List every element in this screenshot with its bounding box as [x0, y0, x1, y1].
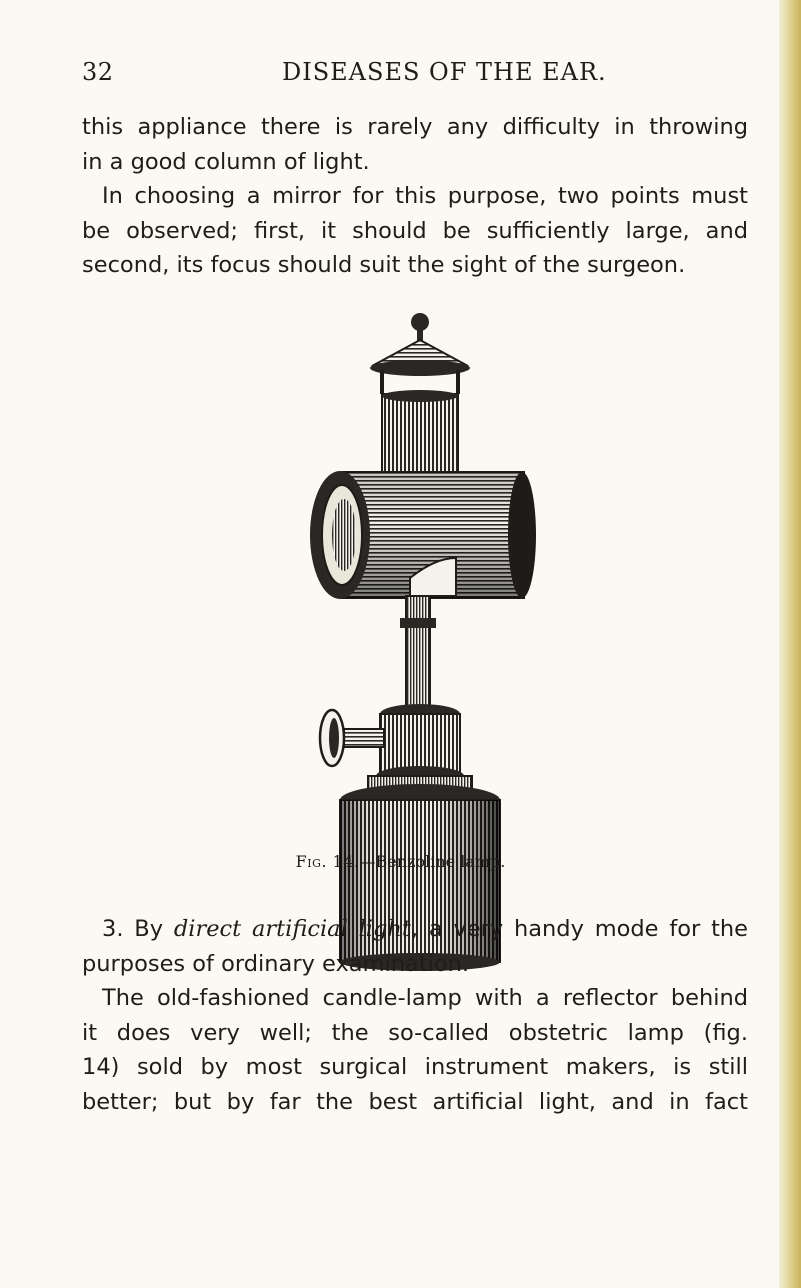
benzoline-lamp-illustration: [260, 296, 550, 982]
text-line: it does very well; the so-called obstetric lamp (fig.: [82, 1019, 748, 1046]
page-header: [82, 58, 742, 98]
paragraph-mirror-choice: [82, 179, 748, 283]
text-prefix: 3. By: [102, 916, 174, 942]
figure-benzoline-lamp: [260, 296, 550, 982]
text-line: purposes of ordinary examination.: [82, 950, 470, 977]
text-line: this appliance there is rarely any difficulty in throwing: [82, 114, 748, 140]
text-suffix: , a very handy mode for the: [410, 916, 748, 942]
paragraph-continuation: [82, 110, 748, 179]
text-line: 14) sold by most surgical instrument makers, is still: [82, 1054, 748, 1080]
text-line: better; but by far the best artificial light, and in fact: [82, 1088, 748, 1115]
text-line: The old-fashioned candle-lamp with a reflector behind: [102, 985, 748, 1011]
page-number: 32: [82, 58, 114, 86]
figure-caption: [0, 852, 801, 871]
paragraph-candle-lamp: [82, 981, 748, 1119]
italic-term: direct artificial light: [173, 916, 411, 942]
text-line: second, its focus should suit the sight of the surgeon.: [82, 252, 686, 278]
running-head: DISEASES OF THE EAR.: [282, 58, 607, 86]
text-line: in a good column of light.: [82, 148, 370, 175]
text-line: be observed; first, it should be sufficiently large, and: [82, 217, 748, 244]
text-line: In choosing a mirror for this purpose, two points must: [102, 183, 748, 209]
paragraph-direct-light: [82, 912, 748, 981]
text-line: [82, 912, 748, 947]
figure-label: Fig. 14.: [295, 852, 360, 871]
figure-caption-text: —Benzoline lamp.: [359, 852, 506, 871]
page-edge-shading: [779, 0, 801, 1288]
